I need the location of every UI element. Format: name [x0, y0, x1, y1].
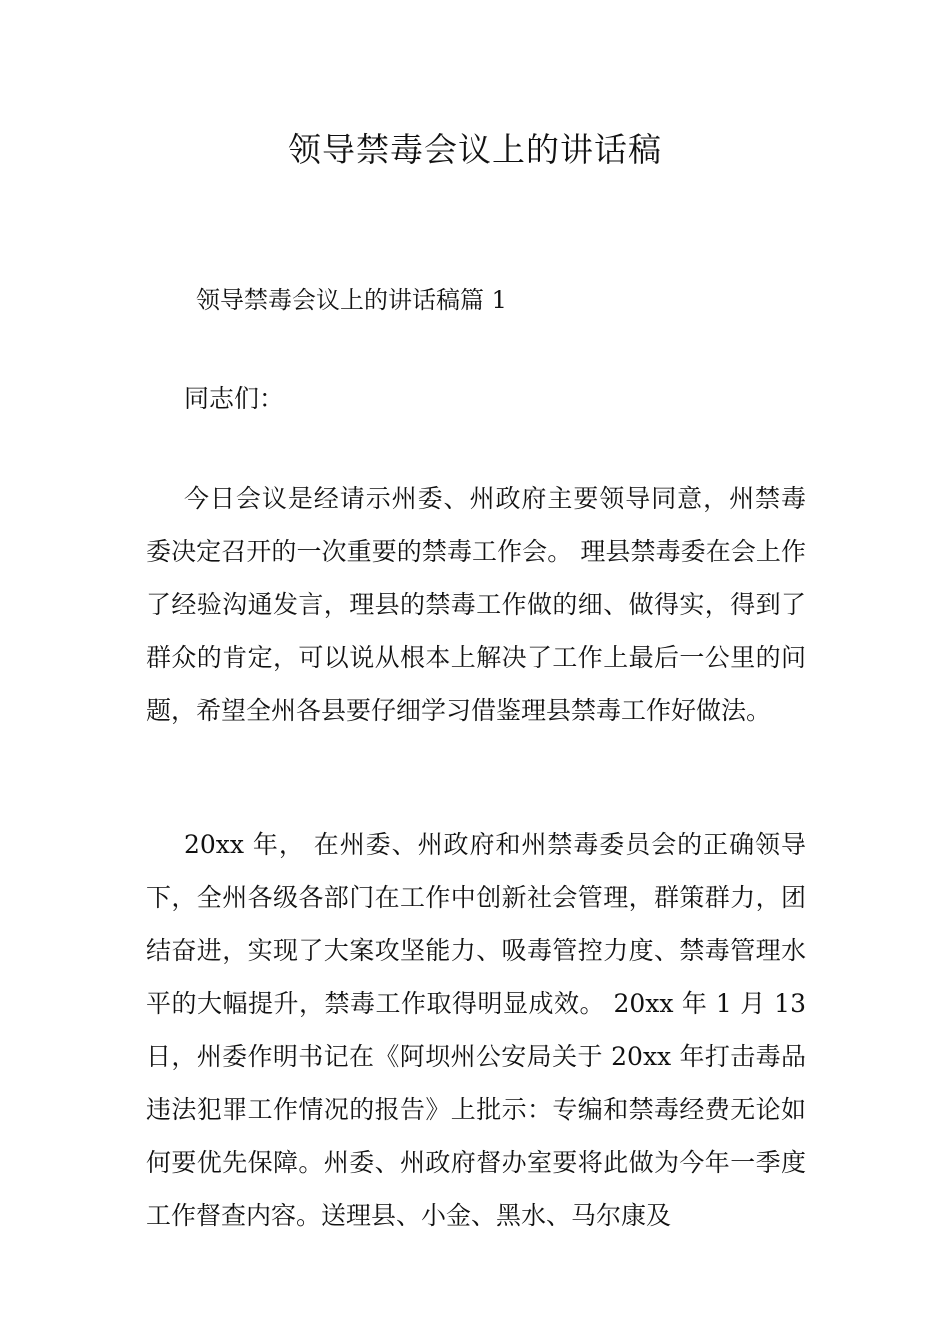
body-paragraph-1: 今日会议是经请示州委、州政府主要领导同意，州禁毒委决定召开的一次重要的禁毒工作会。 理县禁毒委在会上作了经验沟通发言，理县的禁毒工作做的细、做得实，得到了群众的肯定，可以说从根本上解决了工作上最后一公里的问题，希望全州各县要仔细学习借鉴理县禁毒工作好做法。: [146, 484, 806, 725]
body-paragraph-2: 20xx 年， 在州委、州政府和州禁毒委员会的正确领导下，全州各级各部门在工作中创新社会管理，群策群力，团结奋进，实现了大案攻坚能力、吸毒管控力度、禁毒管理水平的大幅提升，禁毒工作取得明显成效。 20xx 年 1 月 13 日，州委作明书记在《阿坝州公安局关于 20xx 年打击毒品违法犯罪工作情况的报告》上批示：专编和禁毒经费无论如何要优先保障。州委、州政府督办室要将此做为今年一季度工作督查内容。送理县、小金、黑水、马尔康及: [146, 830, 806, 1230]
document-title: 领导禁毒会议上的讲话稿: [288, 130, 662, 169]
section-subtitle: 领导禁毒会议上的讲话稿篇 1: [196, 286, 507, 314]
salutation: 同志们：: [184, 384, 285, 413]
